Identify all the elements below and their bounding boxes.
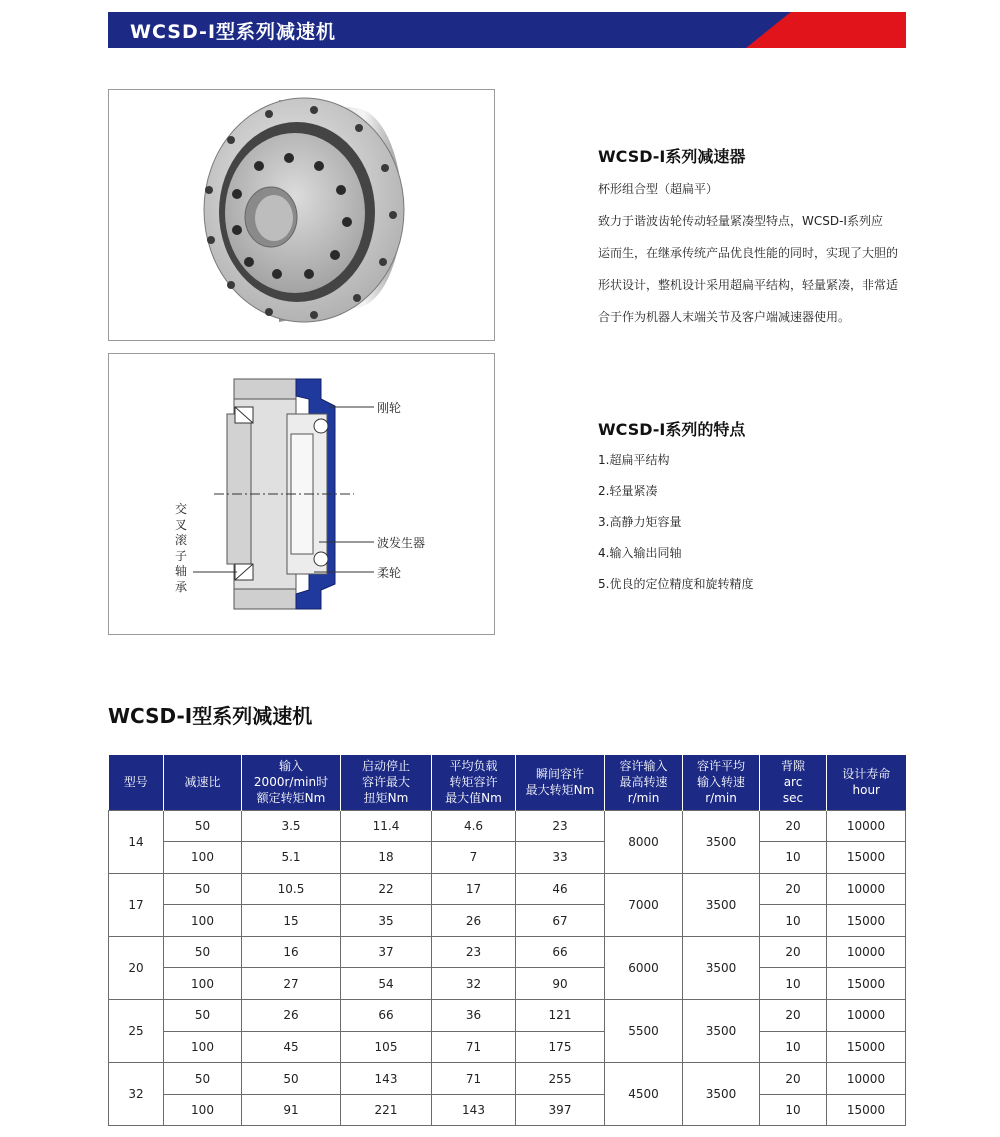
feature-item: 3.高静力矩容量 — [598, 515, 682, 529]
rated-torque-cell: 15 — [242, 905, 341, 937]
column-header-line: hour — [852, 783, 880, 798]
model-cell: 17 — [109, 873, 164, 936]
column-header — [341, 755, 432, 810]
backlash-cell: 10 — [760, 968, 827, 1000]
column-header-line: 容许平均 — [696, 759, 745, 774]
ratio-cell: 100 — [164, 1031, 242, 1063]
backlash-cell: 20 — [760, 1063, 827, 1095]
banner-title: WCSD-Ⅰ型系列减速机 — [130, 21, 337, 43]
header-banner — [108, 12, 906, 48]
column-header-line: 2000r/min时 — [253, 775, 329, 790]
rated-torque-cell: 45 — [242, 1031, 341, 1063]
product-heading: WCSD-Ⅰ系列减速器 — [598, 147, 746, 166]
bearing-char: 交 — [175, 502, 188, 516]
column-header — [605, 755, 683, 810]
rated-torque-cell: 10.5 — [242, 873, 341, 905]
spec-table — [108, 755, 906, 1126]
ratio-cell: 50 — [164, 810, 242, 842]
ratio-cell: 50 — [164, 936, 242, 968]
start-stop-torque-cell: 105 — [341, 1031, 432, 1063]
momentary-torque-cell: 90 — [516, 968, 605, 1000]
description-line: 运而生，在继承传统产品优良性能的同时，实现了大胆的 — [598, 246, 899, 260]
label-circular-spline: 刚轮 — [377, 401, 402, 415]
model-cell: 32 — [109, 1063, 164, 1126]
start-stop-torque-cell: 37 — [341, 936, 432, 968]
table-header-row — [109, 755, 906, 810]
section-title: WCSD-Ⅰ型系列减速机 — [108, 704, 313, 728]
table-row — [109, 1031, 906, 1063]
column-header — [516, 755, 605, 810]
feature-item: 4.输入输出同轴 — [598, 546, 682, 560]
design-life-cell: 10000 — [827, 873, 906, 905]
column-header-line: arc — [783, 775, 803, 790]
model-cell: 20 — [109, 936, 164, 999]
design-life-cell: 15000 — [827, 1094, 906, 1126]
table-row — [109, 1063, 906, 1095]
rated-torque-cell: 91 — [242, 1094, 341, 1126]
column-header — [827, 755, 906, 810]
column-header-line: 减速比 — [184, 775, 221, 790]
design-life-cell: 15000 — [827, 968, 906, 1000]
ratio-cell: 100 — [164, 842, 242, 874]
column-header-line: 最大转矩Nm — [525, 783, 595, 798]
column-header-line: 平均负载 — [449, 759, 498, 774]
backlash-cell: 20 — [760, 936, 827, 968]
column-header-line: 设计寿命 — [842, 767, 891, 782]
column-header — [683, 755, 760, 810]
reducer-photo — [109, 90, 494, 340]
start-stop-torque-cell: 11.4 — [341, 810, 432, 842]
features-heading: WCSD-Ⅰ系列的特点 — [598, 420, 746, 439]
max-input-speed-cell: 7000 — [605, 873, 683, 936]
avg-load-torque-cell: 143 — [432, 1094, 516, 1126]
design-life-cell: 15000 — [827, 905, 906, 937]
rated-torque-cell: 3.5 — [242, 810, 341, 842]
table-row — [109, 1000, 906, 1032]
label-cross-roller-bearing — [175, 502, 189, 595]
table-row — [109, 936, 906, 968]
momentary-torque-cell: 66 — [516, 936, 605, 968]
backlash-cell: 20 — [760, 1000, 827, 1032]
label-flexspline: 柔轮 — [377, 566, 402, 580]
features-list — [598, 447, 753, 602]
avg-load-torque-cell: 71 — [432, 1031, 516, 1063]
table-body — [109, 810, 906, 1126]
avg-load-torque-cell: 17 — [432, 873, 516, 905]
ratio-cell: 50 — [164, 873, 242, 905]
column-header-line: 瞬间容许 — [535, 767, 584, 782]
rated-torque-cell: 27 — [242, 968, 341, 1000]
momentary-torque-cell: 121 — [516, 1000, 605, 1032]
description-line: 致力于谐波齿轮传动轻量紧凑型特点，WCSD-Ⅰ系列应 — [598, 214, 883, 228]
momentary-torque-cell: 397 — [516, 1094, 605, 1126]
start-stop-torque-cell: 143 — [341, 1063, 432, 1095]
column-header — [242, 755, 341, 810]
backlash-cell: 10 — [760, 1031, 827, 1063]
ratio-cell: 100 — [164, 968, 242, 1000]
column-header-line: 转矩容许 — [449, 775, 498, 790]
momentary-torque-cell: 23 — [516, 810, 605, 842]
column-header-line: 最高转速 — [619, 775, 668, 790]
column-header-line: 型号 — [123, 775, 148, 790]
avg-load-torque-cell: 36 — [432, 1000, 516, 1032]
column-header — [760, 755, 827, 810]
banner-red-accent — [746, 12, 906, 48]
backlash-cell: 10 — [760, 905, 827, 937]
label-wave-generator: 波发生器 — [377, 536, 426, 550]
bearing-char: 子 — [175, 548, 188, 563]
avg-load-torque-cell: 32 — [432, 968, 516, 1000]
start-stop-torque-cell: 22 — [341, 873, 432, 905]
column-header-line: r/min — [627, 791, 660, 806]
design-life-cell: 15000 — [827, 1031, 906, 1063]
momentary-torque-cell: 33 — [516, 842, 605, 874]
avg-load-torque-cell: 7 — [432, 842, 516, 874]
momentary-torque-cell: 255 — [516, 1063, 605, 1095]
cross-section-frame — [108, 353, 495, 635]
momentary-torque-cell: 175 — [516, 1031, 605, 1063]
column-header-line: 背隙 — [780, 759, 805, 774]
column-header-line: sec — [782, 791, 804, 806]
avg-input-speed-cell: 3500 — [683, 1000, 760, 1063]
column-header — [109, 755, 164, 810]
backlash-cell: 10 — [760, 842, 827, 874]
model-cell: 25 — [109, 1000, 164, 1063]
column-header-line: 输入 — [278, 759, 303, 774]
start-stop-torque-cell: 54 — [341, 968, 432, 1000]
ratio-cell: 100 — [164, 1094, 242, 1126]
design-life-cell: 10000 — [827, 936, 906, 968]
avg-input-speed-cell: 3500 — [683, 873, 760, 936]
description-line: 形状设计，整机设计采用超扁平结构，轻量紧凑，非常适 — [598, 278, 899, 292]
rated-torque-cell: 50 — [242, 1063, 341, 1095]
max-input-speed-cell: 6000 — [605, 936, 683, 999]
cross-section-diagram — [109, 354, 494, 634]
start-stop-torque-cell: 66 — [341, 1000, 432, 1032]
start-stop-torque-cell: 18 — [341, 842, 432, 874]
design-life-cell: 15000 — [827, 842, 906, 874]
avg-input-speed-cell: 3500 — [683, 810, 760, 873]
backlash-cell: 20 — [760, 873, 827, 905]
momentary-torque-cell: 46 — [516, 873, 605, 905]
column-header-line: 容许最大 — [361, 775, 410, 790]
ratio-cell: 50 — [164, 1063, 242, 1095]
max-input-speed-cell: 4500 — [605, 1063, 683, 1126]
bearing-char: 滚 — [175, 533, 188, 547]
table-row — [109, 968, 906, 1000]
column-header-line: 最大值Nm — [445, 791, 502, 806]
table-row — [109, 873, 906, 905]
column-header-line: 启动停止 — [361, 759, 410, 774]
momentary-torque-cell: 67 — [516, 905, 605, 937]
bearing-char: 轴 — [175, 564, 188, 578]
design-life-cell: 10000 — [827, 810, 906, 842]
rated-torque-cell: 16 — [242, 936, 341, 968]
product-description — [598, 205, 910, 333]
column-header-line: 额定转矩Nm — [256, 791, 326, 806]
bearing-char: 叉 — [175, 517, 188, 532]
column-header — [432, 755, 516, 810]
design-life-cell: 10000 — [827, 1063, 906, 1095]
design-life-cell: 10000 — [827, 1000, 906, 1032]
ratio-cell: 50 — [164, 1000, 242, 1032]
column-header-line: 输入转速 — [696, 775, 745, 790]
rated-torque-cell: 26 — [242, 1000, 341, 1032]
product-photo-frame — [108, 89, 495, 341]
start-stop-torque-cell: 221 — [341, 1094, 432, 1126]
product-subtitle: 杯形组合型（超扁平） — [598, 182, 719, 196]
avg-input-speed-cell: 3500 — [683, 1063, 760, 1126]
avg-load-torque-cell: 23 — [432, 936, 516, 968]
rated-torque-cell: 5.1 — [242, 842, 341, 874]
feature-item: 5.优良的定位精度和旋转精度 — [598, 577, 754, 591]
table-row — [109, 810, 906, 842]
column-header-line: 容许输入 — [619, 759, 668, 774]
column-header-line: 扭矩Nm — [363, 791, 409, 806]
table-row — [109, 905, 906, 937]
bearing-char: 承 — [175, 579, 188, 594]
avg-load-torque-cell: 26 — [432, 905, 516, 937]
table-row — [109, 1094, 906, 1126]
table-row — [109, 842, 906, 874]
avg-load-torque-cell: 71 — [432, 1063, 516, 1095]
ratio-cell: 100 — [164, 905, 242, 937]
column-header — [164, 755, 242, 810]
description-line: 合于作为机器人末端关节及客户端减速器使用。 — [598, 310, 851, 324]
feature-item: 1.超扁平结构 — [598, 453, 670, 467]
avg-input-speed-cell: 3500 — [683, 936, 760, 999]
max-input-speed-cell: 8000 — [605, 810, 683, 873]
avg-load-torque-cell: 4.6 — [432, 810, 516, 842]
backlash-cell: 20 — [760, 810, 827, 842]
backlash-cell: 10 — [760, 1094, 827, 1126]
column-header-line: r/min — [705, 791, 737, 806]
feature-item: 2.轻量紧凑 — [598, 484, 658, 498]
start-stop-torque-cell: 35 — [341, 905, 432, 937]
max-input-speed-cell: 5500 — [605, 1000, 683, 1063]
model-cell: 14 — [109, 810, 164, 873]
